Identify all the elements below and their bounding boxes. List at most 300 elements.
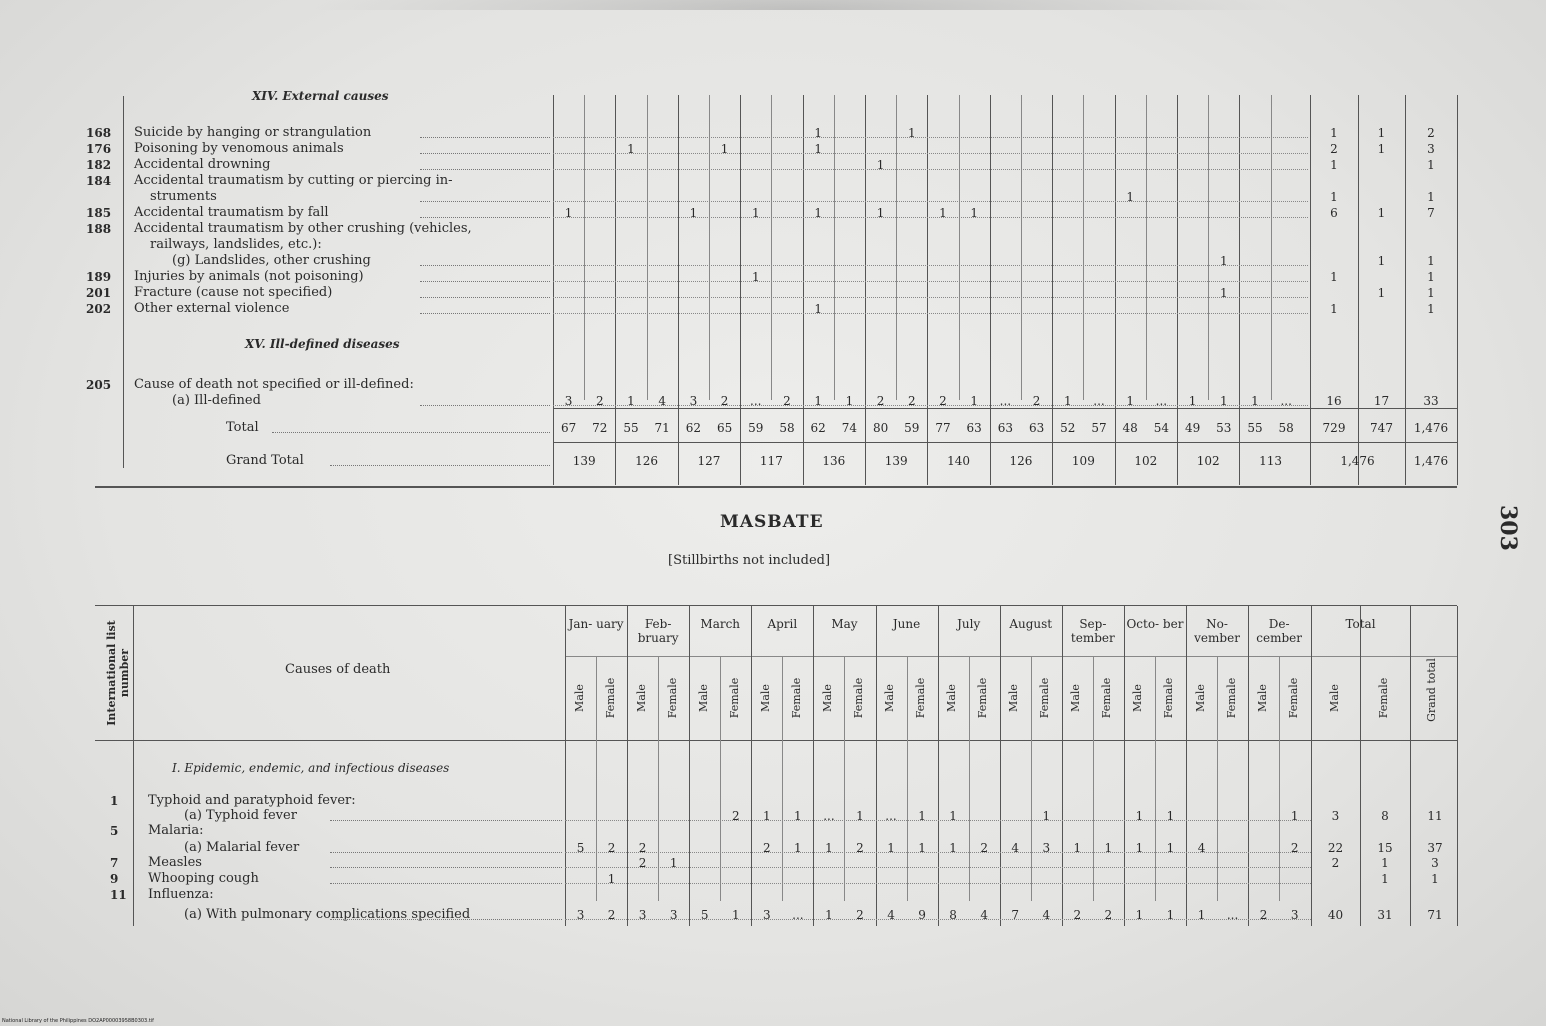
column-rule (1248, 606, 1249, 926)
total-rule (553, 408, 1457, 409)
table-cell: 1 (1219, 394, 1228, 408)
cause-label: (g) Landslides, other crushing (172, 253, 371, 268)
cause-label: (a) Ill-defined (172, 393, 261, 408)
table-cell: 2 (1330, 142, 1338, 156)
column-rule (647, 95, 648, 400)
grand-total-label: Grand Total (226, 453, 304, 468)
table-cell: 9 (918, 908, 926, 922)
table-cell: 1 (1166, 841, 1175, 855)
female-header: Female (976, 677, 990, 719)
section-i-title: I. Epidemic, endemic, and infectious diseases (172, 761, 450, 775)
cause-label: (a) With pulmonary complications specified (184, 907, 471, 922)
dot-leader (553, 265, 1308, 266)
table-cell: 3 (669, 908, 678, 922)
female-header: Female (914, 677, 928, 719)
table-cell: 1 (876, 158, 885, 172)
cause-label: Influenza: (148, 887, 214, 902)
month-header: August (1009, 617, 1053, 631)
table-cell: 40 (1327, 908, 1344, 922)
dot-leader (553, 297, 1308, 298)
cause-label: Typhoid and paratyphoid fever: (148, 793, 356, 808)
table-cell: 5 (700, 908, 709, 922)
grand-total-cell: 139 (572, 454, 596, 468)
table-cell: 1 (907, 126, 916, 140)
month-header: Octo- ber (1126, 617, 1184, 631)
total-cell: 65 (716, 421, 733, 435)
column-rule (938, 606, 939, 926)
table-cell: 1 (1377, 254, 1386, 268)
cause-label: Accidental traumatism by cutting or piercing in- (134, 173, 453, 188)
dot-leader (553, 137, 1308, 138)
table-cell: 1 (607, 872, 616, 886)
table-cell: 2 (856, 908, 864, 922)
dot-leader (330, 852, 562, 853)
table-cell: 8 (949, 908, 957, 922)
total-cell: 72 (592, 421, 608, 435)
column-rule (1062, 606, 1063, 926)
table-cell: 2 (720, 394, 729, 408)
column-rule (1031, 656, 1032, 901)
month-header: April (767, 617, 798, 631)
table-cell: 2 (856, 841, 864, 855)
table-cell: 1 (1427, 302, 1435, 316)
footer-credit: National Library of the Philippines DO2AP00003958B0303.tif (2, 1018, 154, 1024)
male-header: Male (945, 684, 959, 712)
male-header: Male (1131, 684, 1145, 712)
cause-label: railways, landslides, etc.): (150, 237, 322, 252)
total-cell: 71 (654, 421, 670, 435)
dot-leader (420, 217, 550, 218)
list-number: 11 (110, 888, 127, 902)
column-rule (1311, 606, 1312, 926)
male-header: Male (634, 684, 648, 712)
grand-total-cell: 1,476 (1413, 454, 1449, 468)
table-cell: 2 (731, 809, 740, 823)
total-cell: 1,476 (1413, 421, 1449, 435)
total-cell: 63 (1028, 421, 1045, 435)
table-cell: 1 (1073, 841, 1082, 855)
table-cell: 1 (939, 206, 947, 220)
column-rule (1146, 95, 1147, 400)
header-top-rule (95, 605, 1457, 606)
table-cell: 1 (731, 908, 740, 922)
month-header: July (957, 617, 981, 631)
male-header: Male (758, 684, 772, 712)
list-number: 188 (86, 222, 112, 236)
table-cell: 2 (607, 841, 616, 855)
table-cell: 1 (1251, 394, 1259, 408)
masbate-subtitle: [Stillbirths not included] (668, 553, 831, 568)
table-cell: 2 (638, 856, 647, 870)
table-cell: ... (1226, 908, 1239, 922)
table-cell: 3 (638, 908, 647, 922)
table-cell: 1 (564, 206, 573, 220)
column-rule (771, 95, 772, 400)
header-list-number: International list number (105, 620, 131, 726)
table-cell: 17 (1373, 394, 1390, 408)
table-cell: 1 (949, 809, 957, 823)
female-header: Female (789, 677, 803, 719)
table-cell: 1 (814, 206, 822, 220)
table-cell: 16 (1326, 394, 1342, 408)
dot-leader (553, 169, 1308, 170)
dot-leader (420, 153, 550, 154)
table-cell: 1 (918, 841, 926, 855)
total-cell: 53 (1216, 421, 1232, 435)
column-rule (1021, 95, 1022, 400)
table-cell: 1 (1427, 270, 1435, 284)
table-cell: 1 (1135, 841, 1144, 855)
month-header: June (892, 617, 921, 631)
dot-leader (420, 201, 550, 202)
table-cell: 2 (607, 908, 616, 922)
table-cell: 1 (814, 394, 822, 408)
male-header: Male (820, 684, 834, 712)
table-cell: 2 (1104, 908, 1113, 922)
dot-leader (420, 297, 550, 298)
month-header: Sep- tember (1070, 617, 1115, 645)
table-cell: 8 (1381, 809, 1389, 823)
table-cell: 1 (1377, 142, 1386, 156)
table-cell: 1 (970, 394, 978, 408)
table-cell: 4 (1197, 841, 1206, 855)
cause-label: struments (150, 189, 217, 204)
female-header: Female (1162, 677, 1176, 719)
table-cell: 2 (1331, 856, 1340, 870)
column-rule (1124, 606, 1125, 926)
list-number-divider (133, 606, 134, 926)
column-rule (844, 656, 845, 901)
table-cell: 5 (576, 841, 585, 855)
female-header: Female (1286, 677, 1300, 719)
grand-total-cell: 126 (635, 454, 659, 468)
table-cell: 1 (1377, 286, 1386, 300)
dot-leader (330, 465, 550, 466)
male-header: Male (1327, 684, 1341, 712)
table-cell: 4 (1011, 841, 1020, 855)
list-number: 168 (86, 126, 112, 140)
list-number: 202 (86, 302, 112, 316)
table-cell: 3 (689, 394, 698, 408)
grand-total-cell: 102 (1196, 454, 1220, 468)
column-rule (751, 606, 752, 926)
column-rule (834, 95, 835, 400)
table-cell: 37 (1427, 841, 1443, 855)
table-cell: 7 (1427, 206, 1435, 220)
table-cell: 2 (638, 841, 647, 855)
table-cell: 1 (1330, 158, 1338, 172)
table-cell: 1 (1377, 126, 1386, 140)
dot-leader (420, 137, 550, 138)
grand-total-cell: 140 (947, 454, 971, 468)
total-cell: 48 (1122, 421, 1138, 435)
dot-leader (553, 281, 1308, 282)
table-cell: 2 (907, 394, 916, 408)
male-header: Male (883, 684, 897, 712)
table-bottom-rule (95, 486, 1457, 488)
column-rule (1093, 656, 1094, 901)
column-rule (1083, 95, 1084, 400)
table-cell: 1 (918, 809, 926, 823)
cause-label: Accidental drowning (134, 157, 271, 172)
table-cell: 1 (794, 841, 802, 855)
cause-label: Poisoning by venomous animals (134, 141, 344, 156)
table-cell: 1 (1381, 872, 1389, 886)
female-header: Female (665, 677, 679, 719)
table-cell: 2 (1427, 126, 1435, 140)
table-cell: 71 (1427, 908, 1443, 922)
column-rule (876, 606, 877, 926)
total-cell: 729 (1322, 421, 1346, 435)
column-rule (1457, 95, 1458, 485)
cause-label: Suicide by hanging or strangulation (134, 125, 372, 140)
total-cell: 63 (966, 421, 982, 435)
table-cell: ... (823, 809, 835, 823)
table-cell: 1 (1135, 809, 1144, 823)
table-cell: 1 (814, 302, 822, 316)
female-header: Female (1038, 677, 1052, 719)
table-cell: 1 (627, 394, 635, 408)
table-cell: 1 (1427, 254, 1435, 268)
table-cell: 3 (564, 394, 573, 408)
section-xv-title: XV. Ill-defined diseases (245, 337, 400, 351)
column-rule (596, 656, 597, 901)
total-cell: 55 (623, 421, 639, 435)
table-cell: 2 (939, 394, 947, 408)
dot-leader (272, 432, 550, 433)
table-cell: 1 (689, 206, 698, 220)
total-cell: 62 (685, 421, 702, 435)
month-header: Total (1345, 617, 1376, 631)
female-header: Female (1100, 677, 1114, 719)
dot-leader (330, 867, 562, 868)
list-number: 184 (86, 174, 112, 188)
table-cell: 1 (1330, 302, 1338, 316)
table-cell: 3 (763, 908, 771, 922)
column-rule (1271, 95, 1272, 400)
column-rule (565, 606, 566, 926)
column-rule (959, 95, 960, 400)
grand-total-cell: 127 (697, 454, 721, 468)
total-cell: 49 (1184, 421, 1201, 435)
table-cell: 1 (825, 908, 833, 922)
grand-total-cell: 1,476 (1340, 454, 1375, 468)
table-cell: 2 (763, 841, 771, 855)
column-rule (720, 656, 721, 901)
cause-label: Accidental traumatism by other crushing (vehicles, (134, 221, 472, 236)
table-cell: 3 (1290, 908, 1299, 922)
table-cell: 2 (1290, 841, 1299, 855)
column-rule (1186, 606, 1187, 926)
table-cell: ... (750, 394, 762, 408)
total-cell: 55 (1247, 421, 1263, 435)
male-header: Male (1069, 684, 1083, 712)
male-header: Male (572, 684, 586, 712)
table-cell: 1 (1330, 126, 1338, 140)
table-cell: 1 (887, 841, 895, 855)
table-cell: 33 (1423, 394, 1439, 408)
column-rule (782, 656, 783, 901)
total-cell: 59 (748, 421, 764, 435)
grand-total-rule (553, 442, 1457, 443)
column-rule (1000, 606, 1001, 926)
table-cell: 1 (1126, 190, 1134, 204)
table-cell: 1 (1063, 394, 1072, 408)
table-cell: 1 (1330, 270, 1338, 284)
dot-leader (330, 919, 562, 920)
dot-leader (420, 405, 550, 406)
masbate-title: MASBATE (720, 512, 824, 532)
total-cell: 74 (841, 421, 858, 435)
table-cell: 1 (1377, 206, 1386, 220)
table-cell: 1 (1290, 809, 1299, 823)
table-cell: 11 (1427, 809, 1443, 823)
header-bottom-rule (95, 740, 1457, 741)
table-cell: 1 (856, 809, 864, 823)
table-cell: ... (1280, 394, 1292, 408)
total-label: Total (226, 420, 259, 435)
female-header: Female (851, 677, 865, 719)
male-header: Male (1007, 684, 1021, 712)
total-cell: 62 (810, 421, 826, 435)
column-rule (689, 606, 690, 926)
month-header: March (700, 617, 741, 631)
total-cell: 77 (935, 421, 951, 435)
total-cell: 747 (1370, 421, 1393, 435)
table-cell: 2 (1073, 908, 1082, 922)
table-cell: 1 (825, 841, 833, 855)
table-cell: 2 (783, 394, 791, 408)
section-xiv-title: XIV. External causes (252, 89, 389, 103)
table-cell: 1 (1135, 908, 1144, 922)
list-number: 189 (86, 270, 112, 284)
table-cell: 7 (1011, 908, 1020, 922)
table-cell: 4 (658, 394, 666, 408)
cause-label: Injuries by animals (not poisoning) (134, 269, 364, 284)
cause-label: Cause of death not specified or ill-defined: (134, 377, 414, 392)
table-cell: 3 (1331, 809, 1340, 823)
cause-label: Fracture (cause not specified) (134, 285, 333, 300)
table-cell: 1 (720, 142, 729, 156)
table-cell: 4 (887, 908, 895, 922)
grand-total-cell: 102 (1134, 454, 1158, 468)
table-cell: 2 (1259, 908, 1268, 922)
dot-leader (330, 820, 562, 821)
table-cell: 3 (576, 908, 585, 922)
dot-leader (420, 169, 550, 170)
table-cell: 1 (949, 841, 957, 855)
grand-total-header: Grand total (1425, 658, 1438, 722)
total-cell: 67 (560, 421, 577, 435)
table-cell: 1 (751, 270, 760, 284)
list-number: 9 (110, 872, 119, 886)
table-cell: 1 (669, 856, 678, 870)
table-cell: 1 (1330, 190, 1338, 204)
table-cell: 22 (1327, 841, 1344, 855)
month-header: No- vember (1194, 617, 1240, 645)
table-cell: 1 (1431, 872, 1439, 886)
list-number: 185 (86, 206, 112, 220)
column-rule (584, 95, 585, 400)
table-cell: 1 (845, 394, 854, 408)
list-number: 201 (86, 286, 112, 300)
table-cell: 4 (1042, 908, 1051, 922)
male-header: Male (696, 684, 710, 712)
dot-leader (553, 201, 1308, 202)
row-number-divider (123, 96, 124, 468)
table-cell: 31 (1377, 908, 1393, 922)
total-cell: 57 (1091, 421, 1107, 435)
column-rule (1217, 656, 1218, 901)
total-cell: 54 (1153, 421, 1170, 435)
month-header: De- cember (1256, 617, 1302, 645)
list-number: 205 (86, 378, 112, 392)
cause-label: Malaria: (148, 823, 204, 838)
table-cell: 2 (595, 394, 604, 408)
total-cell: 52 (1060, 421, 1076, 435)
cause-label: (a) Malarial fever (184, 840, 300, 855)
table-cell: 1 (627, 142, 635, 156)
dot-leader (420, 265, 550, 266)
cause-label: Other external violence (134, 301, 290, 316)
cause-label: Whooping cough (148, 871, 259, 886)
table-cell: 1 (1219, 254, 1228, 268)
column-rule (907, 656, 908, 901)
table-cell: 1 (1042, 809, 1051, 823)
table-cell: 1 (1381, 856, 1389, 870)
table-cell: 3 (1431, 856, 1439, 870)
table-cell: 1 (1219, 286, 1228, 300)
dot-leader (553, 153, 1308, 154)
cause-label: (a) Typhoid fever (184, 808, 297, 823)
male-header: Male (1255, 684, 1269, 712)
table-cell: 6 (1330, 206, 1338, 220)
table-cell: 1 (970, 206, 978, 220)
table-cell: ... (885, 809, 897, 823)
cause-label: Measles (148, 855, 202, 870)
dot-leader (330, 883, 562, 884)
table-cell: 2 (1032, 394, 1041, 408)
table-cell: 1 (794, 809, 802, 823)
month-header: Jan- uary (568, 617, 624, 631)
table-cell: 1 (1427, 190, 1435, 204)
table-cell: 1 (751, 206, 760, 220)
column-rule (969, 656, 970, 901)
table-cell: 15 (1377, 841, 1393, 855)
dot-leader (565, 883, 1311, 884)
female-header: Female (727, 677, 741, 719)
grand-total-cell: 126 (1009, 454, 1033, 468)
total-cell: 63 (997, 421, 1014, 435)
table-cell: ... (792, 908, 804, 922)
table-cell: ... (999, 394, 1012, 408)
grand-total-cell: 113 (1259, 454, 1283, 468)
dot-leader (420, 281, 550, 282)
table-cell: 1 (1427, 286, 1435, 300)
page-number: 303 (1495, 505, 1521, 551)
table-cell: 4 (980, 908, 988, 922)
table-cell: 1 (1166, 908, 1175, 922)
grand-total-cell: 139 (884, 454, 908, 468)
table-cell: 1 (876, 206, 885, 220)
list-number: 182 (86, 158, 112, 172)
month-header: Feb- bruary (637, 617, 679, 645)
cause-label: Accidental traumatism by fall (134, 205, 329, 220)
grand-total-cell: 109 (1071, 454, 1095, 468)
column-rule (1208, 95, 1209, 400)
female-header: Female (603, 677, 617, 719)
scan-shadow (300, 0, 1300, 10)
